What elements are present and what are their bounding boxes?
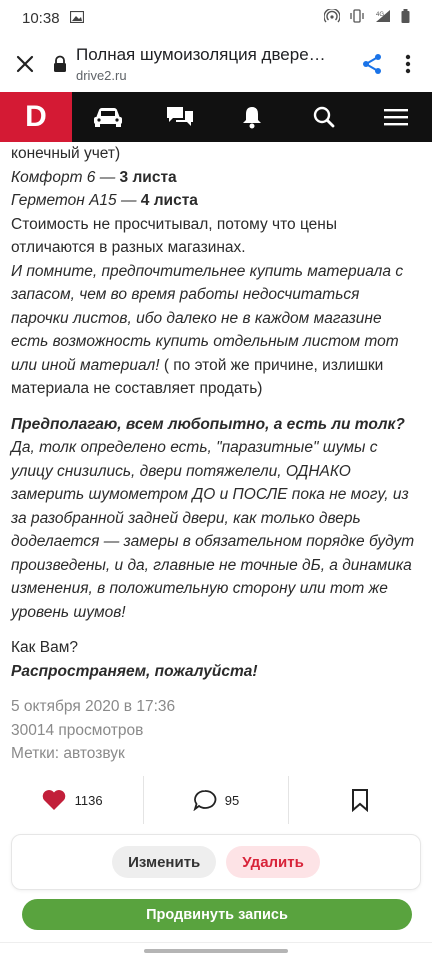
comments-button[interactable]: [143, 776, 287, 824]
article-body: [11, 142, 421, 766]
page-url: drive2.ru: [76, 68, 127, 83]
question-paragraph: [11, 413, 421, 625]
bell-icon: [242, 105, 262, 129]
comment-bubble-icon: [193, 789, 217, 811]
post-actions: [0, 776, 432, 824]
price-note: Стоимость не просчитывал, потому что цены отличаются в разных магазинах.: [11, 215, 337, 256]
like-button[interactable]: [0, 776, 143, 824]
signal-icon: [374, 9, 392, 27]
article-line: конечный учет): [11, 145, 121, 162]
advice-paragraph: [11, 260, 421, 401]
more-menu-icon[interactable]: [398, 52, 418, 76]
question-bold: Предполагаю, всем любопытно, а есть ли толк?: [11, 415, 405, 433]
nav-messages[interactable]: [144, 92, 216, 142]
page-title-block[interactable]: [76, 45, 350, 83]
page-title: Полная шумоизоляция двере…: [76, 45, 326, 64]
browser-toolbar: [0, 36, 432, 92]
share-call: Распространяем, пожалуйста!: [11, 662, 258, 680]
bookmark-icon: [350, 788, 370, 812]
heart-icon: [41, 789, 67, 811]
battery-icon: [401, 9, 410, 27]
answer-text: Да, толк определено есть, "паразитные" шумы с улицу снизились, двери потяжелели, ОДНАКО замерить шумометром ДО и ПОСЛЕ пока не могу, из за разобранной задней двери, как только дверь доделается — замеры в обязательном порядке будут произведены, и да, главные не точные дБ, а динамика изменения, в положительную сторону или тот же уровень шумов!: [11, 439, 415, 621]
material-hermeton-label: Герметон А15 —: [11, 192, 137, 209]
manage-post-panel: [11, 834, 421, 890]
material-hermeton-value: 4 листа: [140, 192, 198, 209]
nav-search[interactable]: [288, 92, 360, 142]
material-comfort-label: Комфорт 6 —: [11, 168, 116, 186]
advice-normal: ( по этой же причине, излишки материала не составляет продать): [11, 356, 384, 397]
advice-italic: И помните, предпочтительнее купить материала с запасом, чем во время работы недосчитаться парочки листов, ибо далеко не в каждом магазине есть возможность купить отдельным листом тот или иной материал!: [11, 262, 404, 374]
post-tags[interactable]: Метки: автозвук: [11, 745, 125, 762]
status-bar: [0, 0, 432, 36]
chat-icon: [165, 105, 195, 129]
delete-button[interactable]: Удалить: [226, 846, 320, 878]
gallery-notification-icon: [70, 10, 84, 27]
post-date: 5 октября 2020 в 17:36: [11, 698, 176, 715]
promote-post-button[interactable]: Продвинуть запись: [22, 899, 412, 930]
material-hermeton: [11, 189, 421, 213]
bookmark-button[interactable]: [288, 776, 432, 824]
site-navigation: [0, 92, 432, 142]
material-comfort: [11, 166, 421, 190]
view-count: 30014 просмотров: [11, 721, 144, 739]
edit-button[interactable]: Изменить: [112, 846, 216, 878]
share-icon[interactable]: [360, 52, 384, 76]
drive2-logo[interactable]: D: [0, 92, 72, 142]
like-count: 1136: [74, 792, 103, 808]
vibrate-icon: [349, 9, 365, 27]
nav-cars[interactable]: [72, 92, 144, 142]
status-time: 10:38: [22, 9, 60, 27]
nav-menu[interactable]: [360, 92, 432, 142]
divider: [0, 942, 432, 943]
hotspot-icon: [324, 9, 340, 27]
svg-text:4G: 4G: [376, 12, 385, 18]
gesture-nav-bar[interactable]: [144, 949, 288, 953]
car-icon: [92, 106, 124, 128]
how-are-you: Как Вам?: [11, 639, 78, 656]
comment-count: 95: [224, 792, 240, 808]
search-icon: [313, 106, 335, 128]
material-comfort-value: 3 листа: [119, 168, 177, 186]
lock-icon: [52, 55, 68, 73]
hamburger-menu-icon: [384, 107, 408, 127]
nav-notifications[interactable]: [216, 92, 288, 142]
close-icon[interactable]: [12, 51, 38, 77]
